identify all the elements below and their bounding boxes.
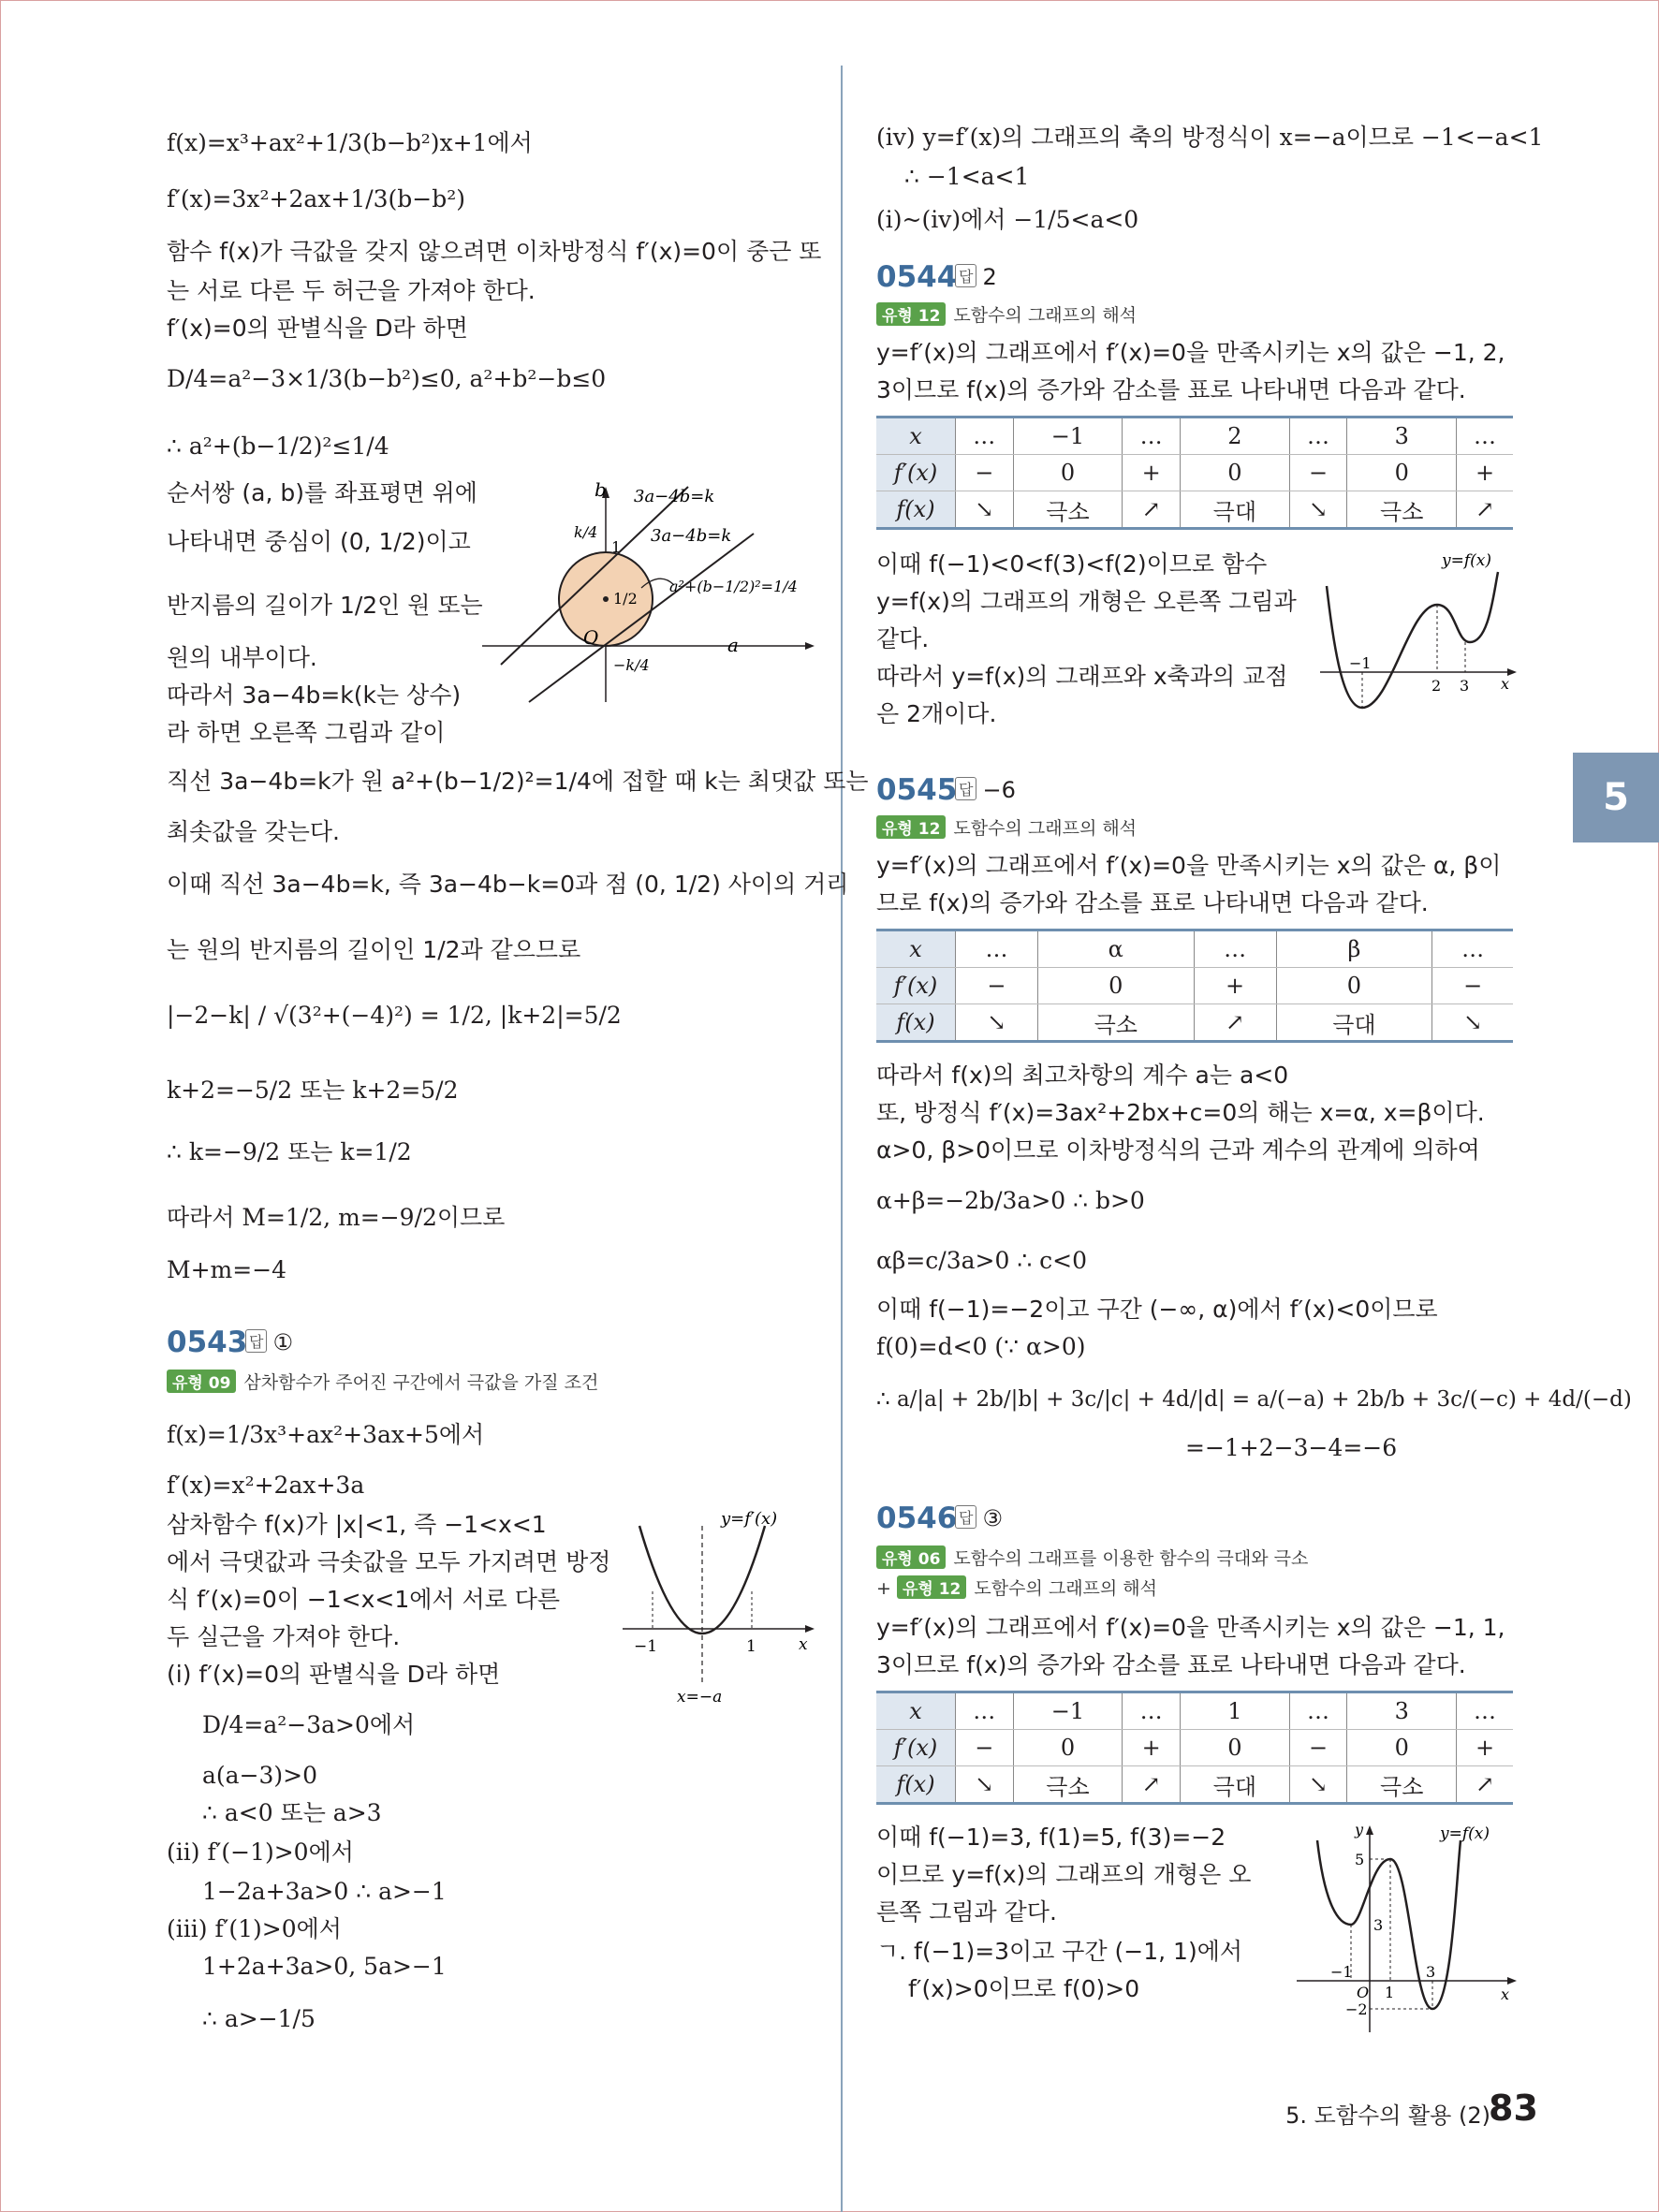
- text-line: 따라서 M=1/2, m=−9/2이므로: [167, 1204, 506, 1231]
- table-cell: 0: [1180, 455, 1289, 491]
- text-line: 두 실근을 가져야 한다.: [167, 1623, 401, 1650]
- table-cell: …: [1194, 930, 1276, 968]
- text-line: 함수 f(x)가 극값을 갖지 않으려면 이차방정식 f′(x)=0이 중근 또: [167, 238, 822, 265]
- text-line: 원의 내부이다.: [167, 644, 317, 671]
- question-number: 0546: [876, 1502, 958, 1535]
- table-cell: 0: [1013, 1730, 1123, 1766]
- table-cell: −1: [1013, 417, 1123, 455]
- text-line: 직선 3a−4b=k가 원 a²+(b−1/2)²=1/4에 접할 때 k는 최댓값 또는: [167, 768, 869, 795]
- tick-label: −1: [1330, 1963, 1353, 1981]
- variation-table: [876, 416, 1513, 530]
- axis-label-x: x: [799, 1635, 808, 1654]
- table-cell: +: [1457, 455, 1513, 491]
- question-number: 0544: [876, 260, 958, 294]
- text-line: 이때 f(−1)=−2이고 구간 (−∞, α)에서 f′(x)<0이므로: [876, 1296, 1438, 1323]
- table-cell: f′(x): [876, 455, 956, 491]
- tick-label: −1: [634, 1637, 658, 1656]
- cubic-graph-0546: [1287, 1822, 1521, 2037]
- text-line: f′(x)=x²+2ax+3a: [167, 1472, 365, 1499]
- text-line: ∴ a<0 또는 a>3: [202, 1799, 382, 1826]
- center-label: 1/2: [613, 590, 638, 608]
- text-line: 는 서로 다른 두 허근을 가져야 한다.: [167, 277, 536, 304]
- cubic-graph-0544: [1315, 549, 1521, 717]
- text-line: M+m=−4: [167, 1256, 287, 1283]
- table-cell: 극대: [1180, 1766, 1289, 1804]
- text-line: 순서쌍 (a, b)를 좌표평면 위에: [167, 479, 477, 506]
- problem-type: [167, 1369, 598, 1394]
- table-row: [876, 455, 1513, 491]
- table-cell: 0: [1013, 455, 1123, 491]
- answer-value: −6: [982, 777, 1016, 803]
- text-line: 따라서 f(x)의 최고차항의 계수 a는 a<0: [876, 1062, 1289, 1089]
- table-cell: …: [956, 417, 1014, 455]
- text-line: 또, 방정식 f′(x)=3ax²+2bx+c=0의 해는 x=α, x=β이다.: [876, 1099, 1485, 1126]
- tick-label: 3: [1460, 677, 1470, 695]
- table-cell: ↘: [1289, 1766, 1347, 1804]
- chapter-tab: 5: [1573, 753, 1659, 842]
- table-cell: 극소: [1013, 491, 1123, 529]
- table-row: [876, 930, 1513, 968]
- text-line: 3이므로 f(x)의 증가와 감소를 표로 나타내면 다음과 같다.: [876, 376, 1466, 403]
- problem-type: + 유형 12 도함수의 그래프의 해석: [876, 1575, 1157, 1600]
- table-cell: ↘: [956, 1766, 1014, 1804]
- table-cell: 0: [1347, 455, 1457, 491]
- table-row: [876, 1766, 1513, 1804]
- type-label: 도함수의 그래프의 해석: [974, 1578, 1158, 1599]
- tick-label: 3: [1373, 1916, 1384, 1934]
- graph-title: y=f(x): [1442, 551, 1491, 570]
- tick-label: 3: [1426, 1963, 1436, 1981]
- table-cell: ↗: [1123, 491, 1181, 529]
- text-line: α+β=−2b/3a>0 ∴ b>0: [876, 1187, 1145, 1214]
- table-cell: …: [1432, 930, 1513, 968]
- table-cell: +: [1457, 1730, 1513, 1766]
- variation-table: [876, 929, 1513, 1043]
- text-line: D/4=a²−3a>0에서: [202, 1711, 416, 1738]
- text-line: (ⅰ) f′(x)=0의 판별식을 D라 하면: [167, 1661, 501, 1688]
- text-line: 따라서 y=f(x)의 그래프와 x축과의 교점: [876, 663, 1288, 690]
- text-line: y=f′(x)의 그래프에서 f′(x)=0을 만족시키는 x의 값은 −1, 1,: [876, 1614, 1505, 1641]
- text-line: 는 원의 반지름의 길이인 1/2과 같으므로: [167, 936, 581, 963]
- problem-type: [876, 814, 1137, 840]
- text-line: αβ=c/3a>0 ∴ c<0: [876, 1247, 1088, 1274]
- table-cell: ↘: [1289, 491, 1347, 529]
- axis-label-b: b: [595, 478, 607, 501]
- text-line: f(0)=d<0 (∵ α>0): [876, 1333, 1086, 1360]
- text-line: ∴ a²+(b−1/2)²≤1/4: [167, 432, 389, 460]
- text-line: 삼차함수 f(x)가 |x|<1, 즉 −1<x<1: [167, 1511, 547, 1538]
- text-line: ∴ k=−9/2 또는 k=1/2: [167, 1138, 412, 1165]
- text-line: 므로 f(x)의 증가와 감소를 표로 나타내면 다음과 같다.: [876, 889, 1429, 916]
- table-cell: 극소: [1347, 1766, 1457, 1804]
- table-cell: −1: [1013, 1692, 1123, 1730]
- variation-table: [876, 1691, 1513, 1805]
- type-label: 도함수의 그래프의 해석: [953, 305, 1138, 326]
- table-row: [876, 1730, 1513, 1766]
- axis-of-symmetry-label: x=−a: [677, 1688, 723, 1707]
- table-cell: −: [1289, 455, 1347, 491]
- text-line: y=f′(x)의 그래프에서 f′(x)=0을 만족시키는 x의 값은 α, β이: [876, 852, 1502, 879]
- text-line: 같다.: [876, 625, 930, 652]
- type-label: 삼차함수가 주어진 구간에서 극값을 가질 조건: [243, 1372, 599, 1393]
- answer-value: ③: [982, 1505, 1003, 1531]
- question-number: 0545: [876, 773, 958, 807]
- text-line: 이때 직선 3a−4b=k, 즉 3a−4b−k=0과 점 (0, 1/2) 사이의 거리: [167, 871, 849, 898]
- table-cell: ↗: [1123, 1766, 1181, 1804]
- axis-label-x: x: [1501, 1985, 1510, 2003]
- table-cell: −: [956, 1730, 1014, 1766]
- text-line: 에서 극댓값과 극솟값을 모두 가지려면 방정: [167, 1548, 611, 1575]
- line-label: 3a−4b=k: [651, 526, 732, 546]
- circle-equation: a²+(b−1/2)²=1/4: [669, 578, 798, 595]
- tick-label: 1: [1385, 1984, 1395, 2001]
- table-cell: ↘: [956, 491, 1014, 529]
- table-cell: 0: [1347, 1730, 1457, 1766]
- table-cell: 극대: [1180, 491, 1289, 529]
- answer-value: ①: [272, 1329, 293, 1355]
- text-line: y=f′(x)의 그래프에서 f′(x)=0을 만족시키는 x의 값은 −1, 2,: [876, 339, 1505, 366]
- text-line: 최솟값을 갖는다.: [167, 818, 340, 845]
- table-row: [876, 417, 1513, 455]
- table-cell: 2: [1180, 417, 1289, 455]
- text-line: ∴ a>−1/5: [202, 2005, 316, 2032]
- table-cell: f(x): [876, 491, 956, 529]
- table-cell: −: [1289, 1730, 1347, 1766]
- table-cell: f′(x): [876, 1730, 956, 1766]
- tick-label: 5: [1355, 1851, 1365, 1868]
- text-line: (ⅳ) y=f′(x)의 그래프의 축의 방정식이 x=−a이므로 −1<−a<1: [876, 124, 1544, 151]
- text-line: ㄱ. f(−1)=3이고 구간 (−1, 1)에서: [876, 1938, 1243, 1965]
- text-line: 따라서 3a−4b=k(k는 상수): [167, 681, 462, 709]
- table-cell: 0: [1180, 1730, 1289, 1766]
- text-line: (ⅲ) f′(1)>0에서: [167, 1915, 342, 1942]
- text-line: a(a−3)>0: [202, 1762, 318, 1789]
- tick-label: 1: [611, 538, 622, 556]
- text-line: f(x)=1/3x³+ax²+3ax+5에서: [167, 1421, 485, 1448]
- text-line: f(x)=x³+ax²+1/3(b−b²)x+1에서: [167, 129, 533, 156]
- table-cell: …: [1457, 417, 1513, 455]
- type-label: 도함수의 그래프를 이용한 함수의 극대와 극소: [953, 1548, 1309, 1569]
- table-cell: 극소: [1037, 1004, 1194, 1042]
- tick-label: −1: [1349, 654, 1372, 672]
- table-cell: …: [1123, 417, 1181, 455]
- intercept-label: k/4: [574, 523, 598, 541]
- axis-label-a: a: [727, 634, 739, 656]
- table-cell: x: [876, 1692, 956, 1730]
- column-divider: [841, 66, 843, 2212]
- text-line: 1−2a+3a>0 ∴ a>−1: [202, 1878, 447, 1905]
- text-line: α>0, β>0이므로 이차방정식의 근과 계수의 관계에 의하여: [876, 1136, 1480, 1164]
- table-row: [876, 968, 1513, 1004]
- table-cell: 0: [1037, 968, 1194, 1004]
- table-cell: ↘: [956, 1004, 1038, 1042]
- text-line: 라 하면 오른쪽 그림과 같이: [167, 719, 446, 746]
- text-line: f′(x)=0의 판별식을 D라 하면: [167, 315, 468, 342]
- origin-label: O: [583, 626, 599, 649]
- answer: 답 2: [955, 264, 997, 290]
- table-cell: x: [876, 417, 956, 455]
- text-line: 1+2a+3a>0, 5a>−1: [202, 1953, 447, 1980]
- text-line: 이때 f(−1)<0<f(3)<f(2)이므로 함수: [876, 550, 1268, 578]
- axis-label-y: y: [1355, 1822, 1364, 1838]
- text-line: 이므로 y=f(x)의 그래프의 개형은 오: [876, 1861, 1252, 1888]
- problem-type: [876, 1545, 1308, 1570]
- table-cell: ↗: [1194, 1004, 1276, 1042]
- type-badge: 유형 09: [167, 1370, 236, 1393]
- table-cell: 극소: [1347, 491, 1457, 529]
- page-number: 83: [1489, 2087, 1538, 2129]
- problem-type: [876, 301, 1137, 327]
- text-line: k+2=−5/2 또는 k+2=5/2: [167, 1077, 459, 1104]
- table-cell: 3: [1347, 1692, 1457, 1730]
- table-cell: +: [1194, 968, 1276, 1004]
- table-row: [876, 491, 1513, 529]
- table-cell: +: [1123, 455, 1181, 491]
- table-cell: f(x): [876, 1004, 956, 1042]
- graph-title: y=f′(x): [721, 1509, 778, 1529]
- table-row: [876, 1692, 1513, 1730]
- intercept-label: −k/4: [613, 656, 650, 674]
- table-cell: …: [1289, 417, 1347, 455]
- tick-label: 2: [1431, 677, 1442, 695]
- text-line: |−2−k| / √(3²+(−4)²) = 1/2, |k+2|=5/2: [167, 1002, 622, 1029]
- line-label: 3a−4b=k: [634, 487, 715, 506]
- text-line: (ⅰ)~(ⅳ)에서 −1/5<a<0: [876, 206, 1139, 233]
- answer: 답 −6: [955, 777, 1016, 803]
- text-line: 이때 f(−1)=3, f(1)=5, f(3)=−2: [876, 1824, 1226, 1851]
- table-cell: −: [1432, 968, 1513, 1004]
- graph-title: y=f(x): [1440, 1824, 1490, 1843]
- answer: 답 ③: [955, 1505, 1003, 1531]
- table-cell: x: [876, 930, 956, 968]
- table-cell: α: [1037, 930, 1194, 968]
- table-cell: 극소: [1013, 1766, 1123, 1804]
- type-badge: 유형 06: [876, 1545, 946, 1569]
- table-cell: 1: [1180, 1692, 1289, 1730]
- answer: 답 ①: [245, 1329, 293, 1355]
- table-cell: …: [1123, 1692, 1181, 1730]
- table-cell: …: [956, 930, 1038, 968]
- axis-label-x: x: [1501, 675, 1510, 693]
- text-line: 나타내면 중심이 (0, 1/2)이고: [167, 528, 471, 555]
- text-line: 반지름의 길이가 1/2인 원 또는: [167, 592, 483, 619]
- text-line: 른쪽 그림과 같다.: [876, 1898, 1057, 1926]
- type-badge: 유형 12: [876, 815, 946, 839]
- text-line: ∴ −1<a<1: [904, 163, 1030, 190]
- text-line: ∴ a/|a| + 2b/|b| + 3c/|c| + 4d/|d| = a/(−a) + 2b/b + 3c/(−c) + 4d/(−d): [876, 1387, 1632, 1412]
- footer-chapter-title: 5. 도함수의 활용 (2): [1285, 2102, 1490, 2129]
- table-cell: 0: [1276, 968, 1432, 1004]
- table-cell: 극대: [1276, 1004, 1432, 1042]
- type-badge: 유형 12: [876, 302, 946, 326]
- table-cell: ↗: [1457, 1766, 1513, 1804]
- table-cell: −: [956, 968, 1038, 1004]
- table-cell: +: [1123, 1730, 1181, 1766]
- tick-label: 1: [746, 1637, 756, 1656]
- text-line: =−1+2−3−4=−6: [1185, 1434, 1398, 1461]
- origin-label: O: [1357, 1984, 1370, 2001]
- tick-label: −2: [1345, 2000, 1368, 2018]
- table-cell: f(x): [876, 1766, 956, 1804]
- table-cell: 3: [1347, 417, 1457, 455]
- answer-value: 2: [982, 264, 997, 290]
- text-line: 식 f′(x)=0이 −1<x<1에서 서로 다른: [167, 1586, 561, 1613]
- table-cell: β: [1276, 930, 1432, 968]
- table-cell: −: [956, 455, 1014, 491]
- text-line: y=f(x)의 그래프의 개형은 오른쪽 그림과: [876, 588, 1297, 615]
- type-label: 도함수의 그래프의 해석: [953, 818, 1138, 839]
- table-cell: ↘: [1432, 1004, 1513, 1042]
- table-cell: f′(x): [876, 968, 956, 1004]
- table-cell: ↗: [1457, 491, 1513, 529]
- derivative-parabola-graph: [613, 1498, 819, 1713]
- text-line: 은 2개이다.: [876, 700, 997, 727]
- table-cell: …: [956, 1692, 1014, 1730]
- table-cell: …: [1289, 1692, 1347, 1730]
- text-line: f′(x)=3x²+2ax+1/3(b−b²): [167, 185, 466, 212]
- type-badge: 유형 12: [897, 1575, 966, 1599]
- text-line: 3이므로 f(x)의 증가와 감소를 표로 나타내면 다음과 같다.: [876, 1651, 1466, 1678]
- circle-tangent-graph: [473, 477, 819, 711]
- text-line: (ⅱ) f′(−1)>0에서: [167, 1838, 354, 1866]
- table-cell: …: [1457, 1692, 1513, 1730]
- table-row: [876, 1004, 1513, 1042]
- text-line: D/4=a²−3×1/3(b−b²)≤0, a²+b²−b≤0: [167, 365, 607, 392]
- question-number: 0543: [167, 1326, 248, 1359]
- text-line: f′(x)>0이므로 f(0)>0: [908, 1975, 1140, 2002]
